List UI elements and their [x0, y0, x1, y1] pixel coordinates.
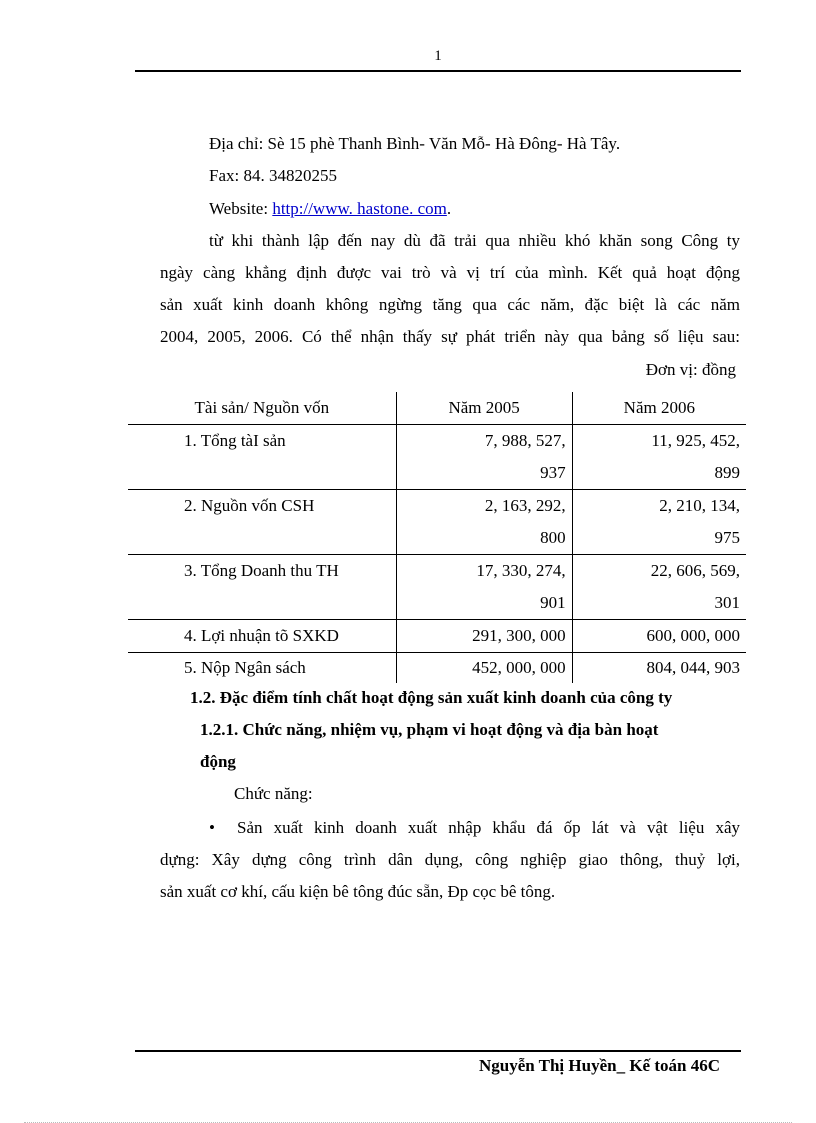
footer-author: Nguyễn Thị Huyền_ Kế toán 46C: [478, 1056, 720, 1075]
cell-value: 7, 988, 527,: [484, 431, 566, 450]
bullet-icon: •: [209, 818, 215, 837]
section-heading-1-2: 1.2. Đặc điểm tính chất hoạt động sản xuất kinh doanh của công ty: [190, 688, 673, 707]
cell-value: 301: [714, 593, 740, 612]
cell-value: 937: [540, 463, 566, 482]
cell-value: 2, 210, 134,: [659, 496, 740, 515]
cell-2005: [396, 490, 572, 555]
financial-table: [128, 392, 746, 683]
address-line: Địa chỉ: Sè 15 phè Thanh Bình- Văn Mỗ- Hà Đông- Hà Tây.: [209, 134, 621, 153]
cell-2006: 804, 044, 903: [572, 653, 746, 684]
unit-label: Đơn vị: đồng: [645, 360, 736, 379]
cell-value: 899: [714, 463, 740, 482]
cell-2006: [572, 490, 746, 555]
cell-2005: 291, 300, 000: [396, 620, 572, 653]
fax-line: Fax: 84. 34820255: [209, 166, 337, 185]
header-rule: [135, 70, 741, 72]
cell-value: 11, 925, 452,: [651, 431, 740, 450]
column-header: Năm 2005: [396, 392, 572, 425]
cell-2005: [396, 555, 572, 620]
website-suffix: .: [446, 199, 452, 218]
cell-value: 2, 163, 292,: [484, 496, 566, 515]
row-label: 2. Nguồn vốn CSH: [128, 490, 396, 555]
bullet-line-3: sản xuất cơ khí, cấu kiện bê tông đúc sẵn, Đp cọc bê tông.: [160, 882, 556, 901]
row-label: 3. Tổng Doanh thu TH: [128, 555, 396, 620]
footer-rule: [135, 1050, 741, 1052]
cell-value: 901: [540, 593, 566, 612]
function-label: Chức năng:: [234, 784, 313, 803]
cell-2006: [572, 555, 746, 620]
cell-2006: 600, 000, 000: [572, 620, 746, 653]
cell-value: 17, 330, 274,: [476, 561, 566, 580]
table-header-row: [128, 392, 746, 425]
bullet-line-1: Sản xuất kinh doanh xuất nhập khẩu đá ốp lát và vật liệu xây: [237, 818, 740, 837]
table-row: [128, 653, 746, 684]
intro-line-1: từ khi thành lập đến nay dù đã trải qua nhiều khó khăn song Công ty: [209, 231, 740, 250]
table-row: [128, 620, 746, 653]
table-row: [128, 490, 746, 555]
website-link[interactable]: http://www. hastone. com: [272, 199, 447, 218]
section-heading-1-2-1-cont: động: [200, 752, 236, 771]
cell-2006: [572, 425, 746, 490]
row-label: 4. Lợi nhuận tõ SXKD: [128, 620, 396, 653]
cell-2005: 452, 000, 000: [396, 653, 572, 684]
intro-line-2: ngày càng khẳng định được vai trò và vị trí của mình. Kết quả hoạt động: [160, 263, 740, 282]
page-number: 1: [434, 48, 442, 64]
cell-value: 22, 606, 569,: [650, 561, 740, 580]
row-label: 1. Tổng tàI sản: [184, 431, 286, 450]
website-line: [209, 199, 789, 219]
intro-line-3: sản xuất kinh doanh không ngừng tăng qua các năm, đặc biệt là các năm: [160, 295, 740, 314]
cell-2005: [396, 425, 572, 490]
website-label: Website:: [209, 199, 269, 218]
column-header: Tài sản/ Nguồn vốn: [128, 392, 396, 425]
table-row: [128, 425, 746, 490]
cell-value: 975: [714, 528, 740, 547]
column-header: Năm 2006: [572, 392, 746, 425]
row-label: 5. Nộp Ngân sách: [128, 653, 396, 684]
table-row: [128, 555, 746, 620]
bullet-line-2: dựng: Xây dựng công trình dân dụng, công nghiệp giao thông, thuỷ lợi,: [160, 850, 740, 869]
cell-value: 800: [540, 528, 566, 547]
section-heading-1-2-1: 1.2.1. Chức năng, nhiệm vụ, phạm vi hoạt động và địa bàn hoạt: [200, 720, 659, 739]
intro-line-4: 2004, 2005, 2006. Có thể nhận thấy sự phát triển này qua bảng số liệu sau:: [160, 327, 740, 346]
